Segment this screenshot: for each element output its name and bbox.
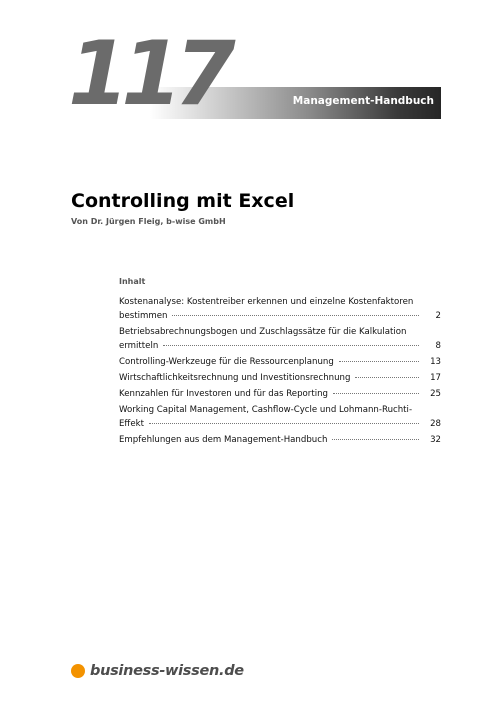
toc-page-number: 8	[435, 341, 441, 351]
toc-entry-title-continued: bestimmen	[119, 311, 168, 321]
toc-entry-title-continued: Effekt	[119, 419, 144, 429]
toc-entry-working-capital[interactable]	[119, 403, 441, 431]
toc-entry-kostenanalyse[interactable]	[119, 295, 441, 323]
dot-leader	[355, 377, 419, 378]
logo-text: business-wissen.de	[90, 663, 244, 679]
series-label: Management-Handbuch	[292, 95, 434, 107]
document-title: Controlling mit Excel	[71, 190, 295, 212]
toc-page-number: 13	[430, 357, 441, 367]
dot-leader	[172, 315, 419, 316]
toc-entry-ressourcenplanung[interactable]	[119, 355, 441, 369]
toc-entry-betriebsabrechnungsbogen[interactable]	[119, 325, 441, 353]
document-author: Von Dr. Jürgen Fleig, b-wise GmbH	[71, 217, 226, 226]
toc-page-number: 32	[430, 435, 441, 445]
issue-number: 117	[68, 22, 228, 125]
dot-leader	[339, 361, 419, 362]
toc-entry-title: Kostenanalyse: Kostentreiber erkennen und einzelne Kostenfaktoren	[119, 297, 414, 307]
toc-entry-empfehlungen[interactable]	[119, 433, 441, 447]
dot-leader	[332, 439, 419, 440]
toc-heading: Inhalt	[119, 277, 146, 286]
business-wissen-logo	[71, 663, 244, 679]
orange-dot-icon	[71, 664, 85, 678]
table-of-contents	[119, 277, 441, 449]
toc-entry-title: Betriebsabrechnungsbogen und Zuschlagssätze für die Kalkulation	[119, 327, 407, 337]
toc-entry-kennzahlen[interactable]	[119, 387, 441, 401]
toc-entry-wirtschaftlichkeitsrechnung[interactable]	[119, 371, 441, 385]
dot-leader	[149, 423, 419, 424]
toc-entry-title: Controlling-Werkzeuge für die Ressourcenplanung	[119, 357, 334, 367]
toc-page-number: 25	[430, 389, 441, 399]
toc-entry-title: Kennzahlen für Investoren und für das Reporting	[119, 389, 328, 399]
toc-entry-title: Working Capital Management, Cashflow-Cycle und Lohmann-Ruchti-	[119, 405, 413, 415]
dot-leader	[163, 345, 419, 346]
toc-page-number: 28	[430, 419, 441, 429]
toc-entry-title: Wirtschaftlichkeitsrechnung und Investitionsrechnung	[119, 373, 351, 383]
dot-leader	[333, 393, 419, 394]
toc-page-number: 17	[430, 373, 441, 383]
toc-page-number: 2	[435, 311, 441, 321]
toc-entry-title-continued: ermitteln	[119, 341, 159, 351]
toc-entry-title: Empfehlungen aus dem Management-Handbuch	[119, 435, 328, 445]
